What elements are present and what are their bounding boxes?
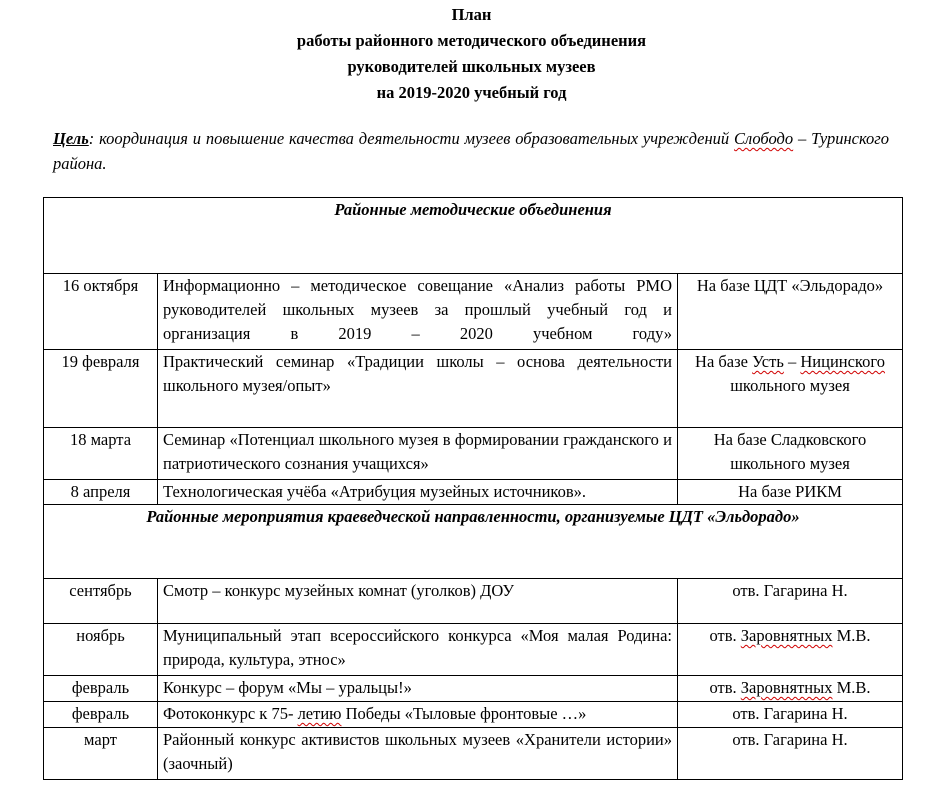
event-location: На базе ЦДТ «Эльдорадо»	[678, 274, 903, 350]
spellcheck-word: летию	[297, 704, 342, 723]
event-date: сентябрь	[44, 579, 158, 624]
event-date: 18 марта	[44, 428, 158, 480]
table-row	[44, 676, 903, 702]
table-row	[44, 702, 903, 728]
spellcheck-word: Усть	[752, 352, 784, 371]
event-responsible: отв. Гагарина Н.	[678, 702, 903, 728]
spellcheck-word: Заровнятных	[740, 678, 833, 697]
title-line-2: работы районного методического объединения	[296, 31, 647, 50]
section-title-methodical: Районные методические объединения	[44, 198, 903, 274]
event-description: Районный конкурс активистов школьных музеев «Хранители истории» (заочный)	[158, 728, 678, 780]
goal-label: Цель	[53, 129, 89, 148]
event-location: На базе Сладковского школьного музея	[678, 428, 903, 480]
event-date: февраль	[44, 676, 158, 702]
event-responsible: отв. Гагарина Н.	[678, 579, 903, 624]
title-line-3: руководителей школьных музеев	[347, 57, 596, 76]
table-row	[44, 350, 903, 428]
event-date: февраль	[44, 702, 158, 728]
table-row	[44, 728, 903, 780]
goal-underlined-word: Слободо	[734, 129, 794, 148]
table-row	[44, 579, 903, 624]
event-responsible: отв. Заровнятных М.В.	[678, 676, 903, 702]
event-responsible: отв. Заровнятных М.В.	[678, 624, 903, 676]
table-row	[44, 624, 903, 676]
event-description: Смотр – конкурс музейных комнат (уголков) ДОУ	[158, 579, 678, 624]
event-description: Информационно – методическое совещание «Анализ работы РМО руководителей школьных музеев за прошлый учебный год и организация в 2019 – 2020 учебном году»	[158, 274, 678, 350]
spellcheck-word: Ницинского	[800, 352, 885, 371]
event-date: 8 апреля	[44, 480, 158, 505]
goal-text-before: : координация и повышение качества деятельности музеев образовательных учреждений	[88, 129, 734, 148]
event-location: На базе РИКМ	[678, 480, 903, 505]
document-title	[0, 2, 943, 106]
event-description: Конкурс – форум «Мы – уральцы!»	[158, 676, 678, 702]
table-row	[44, 480, 903, 505]
event-description: Семинар «Потенциал школьного музея в формировании гражданского и патриотического сознания учащихся»	[158, 428, 678, 480]
event-date: ноябрь	[44, 624, 158, 676]
plan-table	[43, 197, 903, 780]
spellcheck-word: Заровнятных	[740, 626, 833, 645]
event-date: март	[44, 728, 158, 780]
title-line-1: План	[451, 5, 492, 24]
table-row	[44, 428, 903, 480]
event-date: 19 февраля	[44, 350, 158, 428]
event-description: Технологическая учёба «Атрибуция музейных источников».	[158, 480, 678, 505]
section-title-local-history: Районные мероприятия краеведческой направленности, организуемые ЦДТ «Эльдорадо»	[44, 505, 903, 579]
event-location: На базе Усть – Ницинского школьного музея	[678, 350, 903, 428]
section-header-row	[44, 505, 903, 579]
goal-paragraph	[53, 126, 889, 176]
section-header-row	[44, 198, 903, 274]
event-description: Практический семинар «Традиции школы – основа деятельности школьного музея/опыт»	[158, 350, 678, 428]
table-row	[44, 274, 903, 350]
event-description: Муниципальный этап всероссийского конкурса «Моя малая Родина: природа, культура, этнос»	[158, 624, 678, 676]
event-description: Фотоконкурс к 75- летию Победы «Тыловые фронтовые …»	[158, 702, 678, 728]
goal-text-after: – Туринского района.	[53, 129, 889, 173]
title-line-4: на 2019-2020 учебный год	[376, 83, 567, 102]
event-date: 16 октября	[44, 274, 158, 350]
event-responsible: отв. Гагарина Н.	[678, 728, 903, 780]
